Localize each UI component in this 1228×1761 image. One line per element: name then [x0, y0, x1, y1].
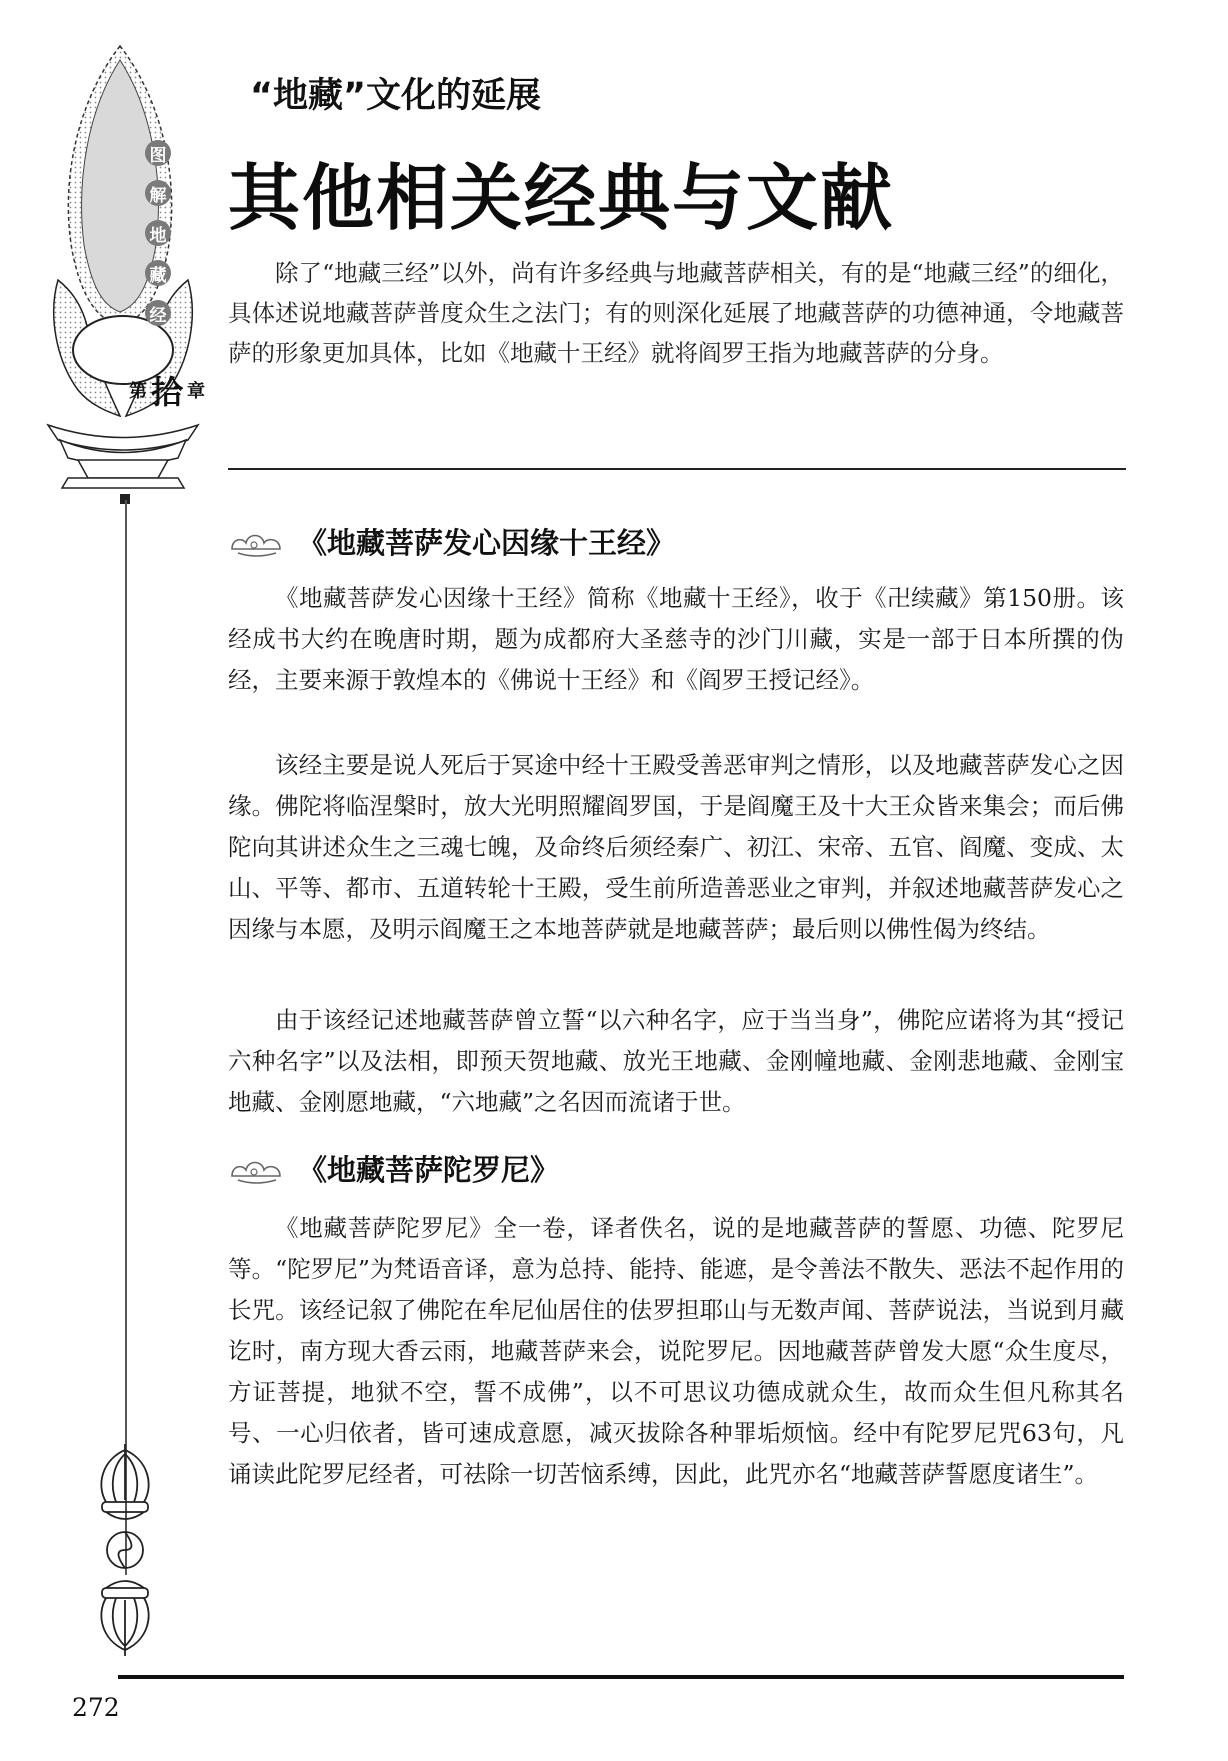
margin-line	[125, 500, 127, 1575]
series-char: 经	[145, 300, 171, 326]
page-number: 272	[72, 1693, 120, 1722]
section-heading-text: 《地藏菩萨陀罗尼》	[298, 1153, 560, 1187]
series-char: 藏	[145, 260, 171, 286]
chapter-suffix: 章	[187, 381, 205, 402]
series-char: 图	[145, 140, 171, 166]
body-paragraph: 《地藏菩萨陀罗尼》全一卷，译者佚名，说的是地藏菩萨的誓愿、功德、陀罗尼等。“陀罗尼”为梵语音译，意为总持、能持、能遮，是令善法不散失、恶法不起作用的长咒。该经记叙了佛陀在牟尼仙居住的佉罗担耶山与无数声闻、菩萨说法，当说到月藏讫时，南方现大香云雨，地藏菩萨来会，说陀罗尼。因地藏菩萨曾发大愿“众生度尽， 方证菩提，地狱不空，誓不成佛”，以不可思议功德成就众生，故而众生但凡称其名号、一心归依者，皆可速成意愿，减灭拔除各种罪垢烦恼。经中有陀罗尼咒63句，凡诵读此陀罗尼经者，可祛除一切苦恼系缚，因此，此咒亦名“地藏菩萨誓愿度诸生”。	[228, 1214, 1124, 1488]
page-title: 其他相关经典与文献	[228, 156, 895, 240]
cloud-ornament-icon	[228, 525, 286, 559]
chapter-badge-ornament	[38, 40, 218, 490]
section-heading	[228, 521, 675, 562]
book-series-label	[146, 140, 170, 326]
lotus-fish-ornament-icon	[38, 40, 218, 490]
series-char: 地	[145, 220, 171, 246]
intro-paragraph: 除了“地藏三经”以外，尚有许多经典与地藏菩萨相关，有的是“地藏三经”的细化，具体述说地藏菩萨普度众生之法门；有的则深化延展了地藏菩萨的功德神通，令地藏菩萨的形象更加具体，比如《地藏十王经》就将阎罗王指为地藏菩萨的分身。	[228, 259, 1124, 367]
footer-rule	[118, 1675, 1124, 1679]
body-paragraph: 《地藏菩萨发心因缘十王经》简称《地藏十王经》，收于《卍续藏》第150册。该经成书大约在晚唐时期，题为成都府大圣慈寺的沙门川藏，实是一部于日本所撰的伪经，主要来源于敦煌本的《佛说十王经》和《阎罗王授记经》。	[228, 584, 1124, 694]
section-heading	[228, 1148, 559, 1189]
vajra-icon	[82, 1440, 168, 1660]
chapter-label	[112, 370, 222, 410]
body-paragraph: 该经主要是说人死后于冥途中经十王殿受善恶审判之情形，以及地藏菩萨发心之因缘。佛陀将临涅槃时，放大光明照耀阎罗国，于是阎魔王及十大王众皆来集会；而后佛陀向其讲述众生之三魂七魄，及命终后须经秦广、初江、宋帝、五官、阎魔、变成、太山、平等、都市、五道转轮十王殿，受生前所造善恶业之审判，并叙述地藏菩萨发心之因缘与本愿，及明示阎魔王之本地菩萨就是地藏菩萨；最后则以佛性偈为终结。	[228, 751, 1124, 943]
series-char: 解	[145, 180, 171, 206]
section-kicker: “地藏”文化的延展	[250, 76, 542, 116]
divider	[228, 468, 1126, 470]
chapter-number: 拾	[150, 373, 183, 411]
section-heading-text: 《地藏菩萨发心因缘十王经》	[298, 526, 676, 560]
cloud-ornament-icon	[228, 1152, 286, 1186]
chapter-prefix: 第	[128, 381, 147, 402]
body-paragraph: 由于该经记述地藏菩萨曾立誓“以六种名字，应于当当身”，佛陀应诺将为其“授记六种名字”以及法相，即预天贺地藏、放光王地藏、金刚幢地藏、金刚悲地藏、金刚宝地藏、金刚愿地藏，“六地藏”之名因而流诸于世。	[228, 1006, 1124, 1116]
